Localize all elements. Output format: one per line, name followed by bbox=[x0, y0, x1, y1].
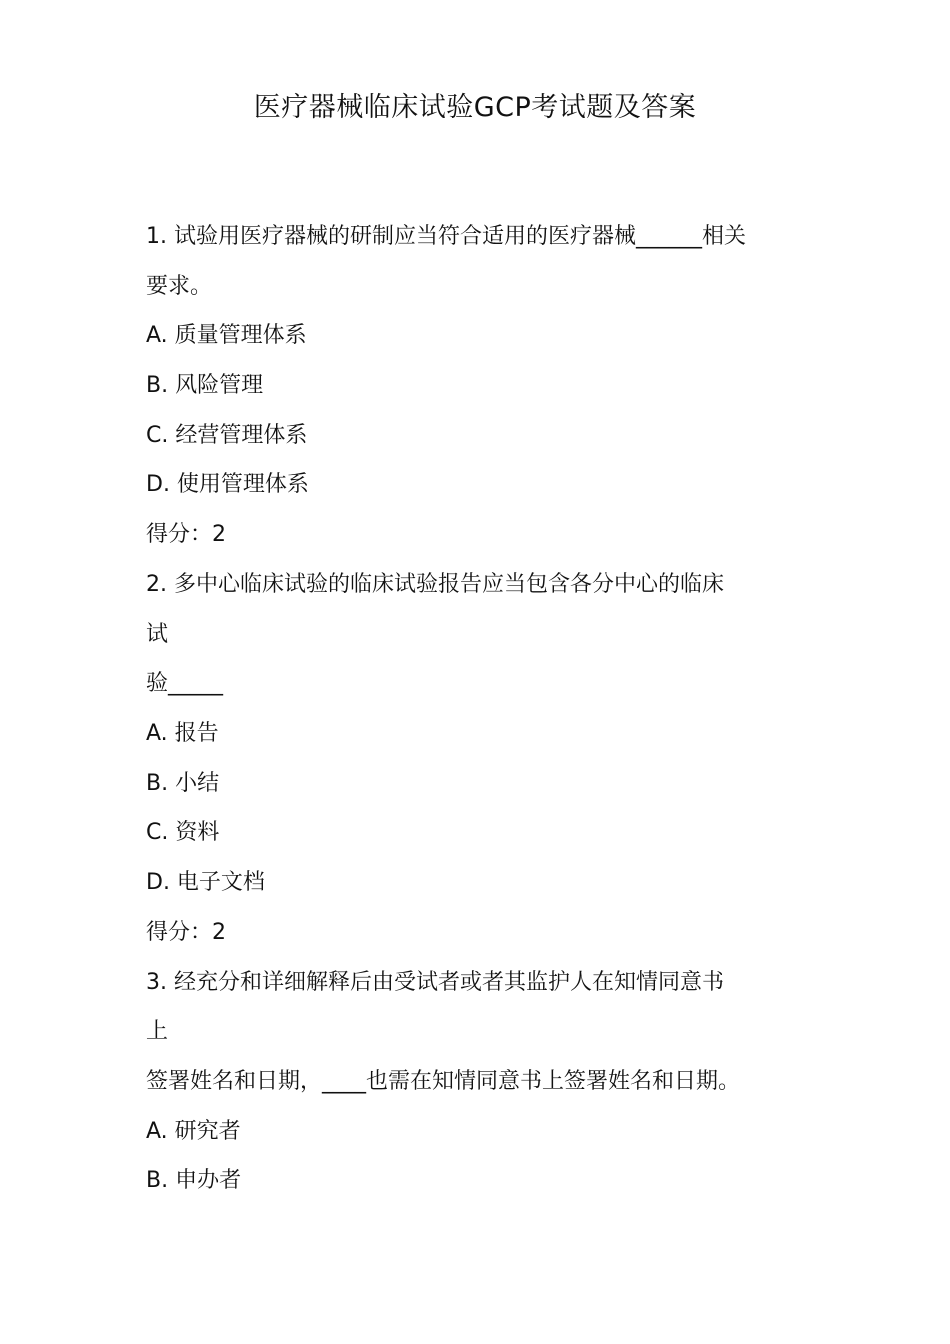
question-2-option-a: A. 报告 bbox=[146, 721, 219, 746]
question-1-option-d: D. 使用管理体系 bbox=[146, 472, 309, 497]
page-title: 医疗器械临床试验GCP考试题及答案 bbox=[253, 92, 697, 123]
question-3-text-cont-2: 签署姓名和日期，____也需在知情同意书上签署姓名和日期。 bbox=[146, 1069, 741, 1094]
question-2-text-cont: 试 bbox=[146, 622, 169, 647]
question-3-option-a: A. 研究者 bbox=[146, 1119, 241, 1144]
question-1-option-c: C. 经营管理体系 bbox=[146, 423, 308, 448]
question-2-text-cont-2: 验_____ bbox=[146, 671, 224, 696]
question-1-option-b: B. 风险管理 bbox=[146, 373, 264, 398]
question-3-option-b: B. 申办者 bbox=[146, 1168, 242, 1193]
question-2-score: 得分：2 bbox=[146, 920, 226, 945]
question-3-text: 3. 经充分和详细解释后由受试者或者其监护人在知情同意书 bbox=[146, 970, 724, 995]
question-3-text-cont: 上 bbox=[146, 1019, 169, 1044]
question-2-option-d: D. 电子文档 bbox=[146, 870, 265, 895]
question-2-text: 2. 多中心临床试验的临床试验报告应当包含各分中心的临床 bbox=[146, 572, 724, 597]
question-2-option-c: C. 资料 bbox=[146, 820, 220, 845]
question-1-score: 得分：2 bbox=[146, 522, 226, 547]
question-2-option-b: B. 小结 bbox=[146, 771, 220, 796]
question-1-text-cont: 要求。 bbox=[146, 274, 213, 299]
question-1-text: 1. 试验用医疗器械的研制应当符合适用的医疗器械______相关 bbox=[146, 224, 746, 249]
question-1-option-a: A. 质量管理体系 bbox=[146, 323, 307, 348]
